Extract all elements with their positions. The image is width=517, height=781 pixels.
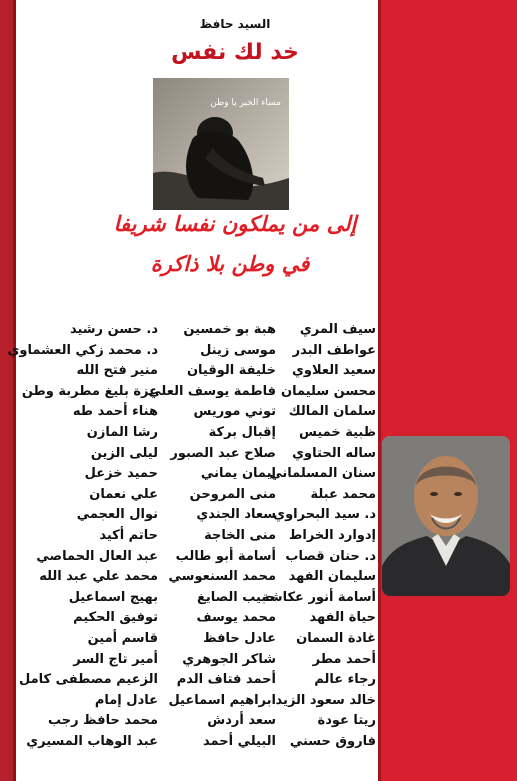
name-item: ليلى الزين: [90, 445, 158, 461]
name-item: صلاح عبد الصبور: [170, 445, 276, 461]
name-item: محمد حافظ رجب: [48, 713, 158, 729]
name-item: منير فتح الله: [76, 363, 158, 379]
name-item: ريتا عودة: [317, 713, 376, 729]
name-item: الزعيم مصطفى كامل: [19, 672, 158, 688]
name-item: قاسم أمين: [87, 630, 158, 646]
name-item: د. حنان قصاب: [285, 548, 376, 564]
author-name: السيد حافظ: [199, 17, 271, 31]
name-item: ساله الحتاوي: [292, 445, 376, 461]
name-item: سيف المري: [299, 322, 376, 337]
name-item: هناء أحمد طه: [72, 404, 158, 420]
name-item: شاكر الجوهري: [182, 651, 276, 667]
name-item: عادل حافظ: [203, 630, 276, 646]
names-column-3: [7, 320, 158, 752]
name-item: هبة بو خمسين: [183, 322, 276, 337]
name-item: نوال العجمي: [76, 507, 158, 523]
name-item: ابراهيم اسماعيل: [168, 692, 276, 708]
name-item: موسى زينل: [200, 342, 276, 358]
name-item: حبيب الصايغ: [196, 589, 276, 605]
dedication-line-2: في وطن بلا ذاكرة: [150, 252, 310, 276]
name-item: سعاد الجندي: [196, 507, 276, 523]
name-item: ايمان يماني: [200, 466, 276, 482]
name-item: رشا المازن: [86, 424, 158, 440]
name-item: فاروق حسني: [289, 733, 376, 749]
name-item: خالد سعود الزيد: [275, 692, 376, 708]
name-item: محمد عبلة: [310, 486, 376, 502]
name-item: أسامة أبو طالب: [175, 548, 276, 564]
book-title: خد لك نفس: [171, 40, 299, 65]
name-item: توفيق الحكيم: [73, 610, 158, 626]
names-column-1: [261, 320, 376, 752]
name-item: عزة بليغ مطربة وطن: [21, 383, 158, 399]
name-item: أمير تاج السر: [73, 651, 158, 667]
name-item: أحمد مطر: [312, 651, 376, 667]
author-photo: [382, 436, 510, 596]
name-item: البيلي أحمد: [203, 733, 276, 749]
name-item: فاطمة يوسف العلي: [148, 383, 276, 399]
name-item: إدوارد الخراط: [288, 527, 376, 543]
name-item: سنان المسلماني: [269, 466, 376, 482]
name-item: غادة السمان: [296, 630, 376, 646]
name-item: أحمد فتاف الدم: [176, 672, 276, 688]
name-item: ظبية خميس: [298, 424, 376, 440]
name-item: عادل إمام: [94, 692, 158, 708]
name-item: سعيد العلاوي: [291, 363, 376, 379]
name-item: توني موريس: [193, 404, 276, 420]
name-item: حميد خزعل: [84, 466, 158, 482]
author-portrait-illustration: [382, 436, 510, 596]
right-red-panel: [378, 0, 517, 781]
name-item: محمد علي عبد الله: [39, 569, 158, 585]
name-item: إقبال بركة: [208, 424, 276, 440]
name-item: عواطف البدر: [292, 342, 376, 358]
name-item: د. سيد البحراوي: [273, 507, 376, 523]
name-item: منى المروحن: [189, 486, 276, 502]
name-item: محسن سليمان: [281, 383, 376, 399]
name-item: رجاء عالم: [314, 672, 376, 688]
name-item: حاتم أكيد: [99, 527, 158, 543]
name-item: محمد يوسف: [196, 610, 276, 626]
left-red-border: [0, 0, 16, 781]
cover-subtitle: مساء الخير يا وطن: [210, 98, 281, 108]
name-item: عبد العال الحماصي: [36, 548, 158, 564]
name-item: عبد الوهاب المسيري: [26, 733, 158, 749]
name-item: علي نعمان: [89, 486, 158, 502]
name-item: محمد السنعوسي: [168, 569, 276, 585]
name-item: خليفة الوقيان: [186, 363, 276, 379]
name-item: د. حسن رشيد: [69, 322, 158, 337]
dedication-line-1: إلى من يملكون نفسا شريفا: [113, 212, 357, 236]
cover-thumbnail: [153, 78, 289, 210]
name-item: أسامة أنور عكاشة: [261, 589, 376, 605]
name-item: حياة الفهد: [309, 610, 376, 626]
name-item: بهيج اسماعيل: [68, 589, 158, 605]
name-item: منى الخاجة: [204, 527, 276, 543]
name-item: سلمان المالك: [288, 404, 376, 420]
names-column-2: [148, 320, 276, 752]
name-item: سعد أردش: [207, 713, 276, 729]
name-item: د. محمد زكي العشماوي: [7, 342, 158, 358]
name-item: سليمان الفهد: [288, 569, 376, 585]
